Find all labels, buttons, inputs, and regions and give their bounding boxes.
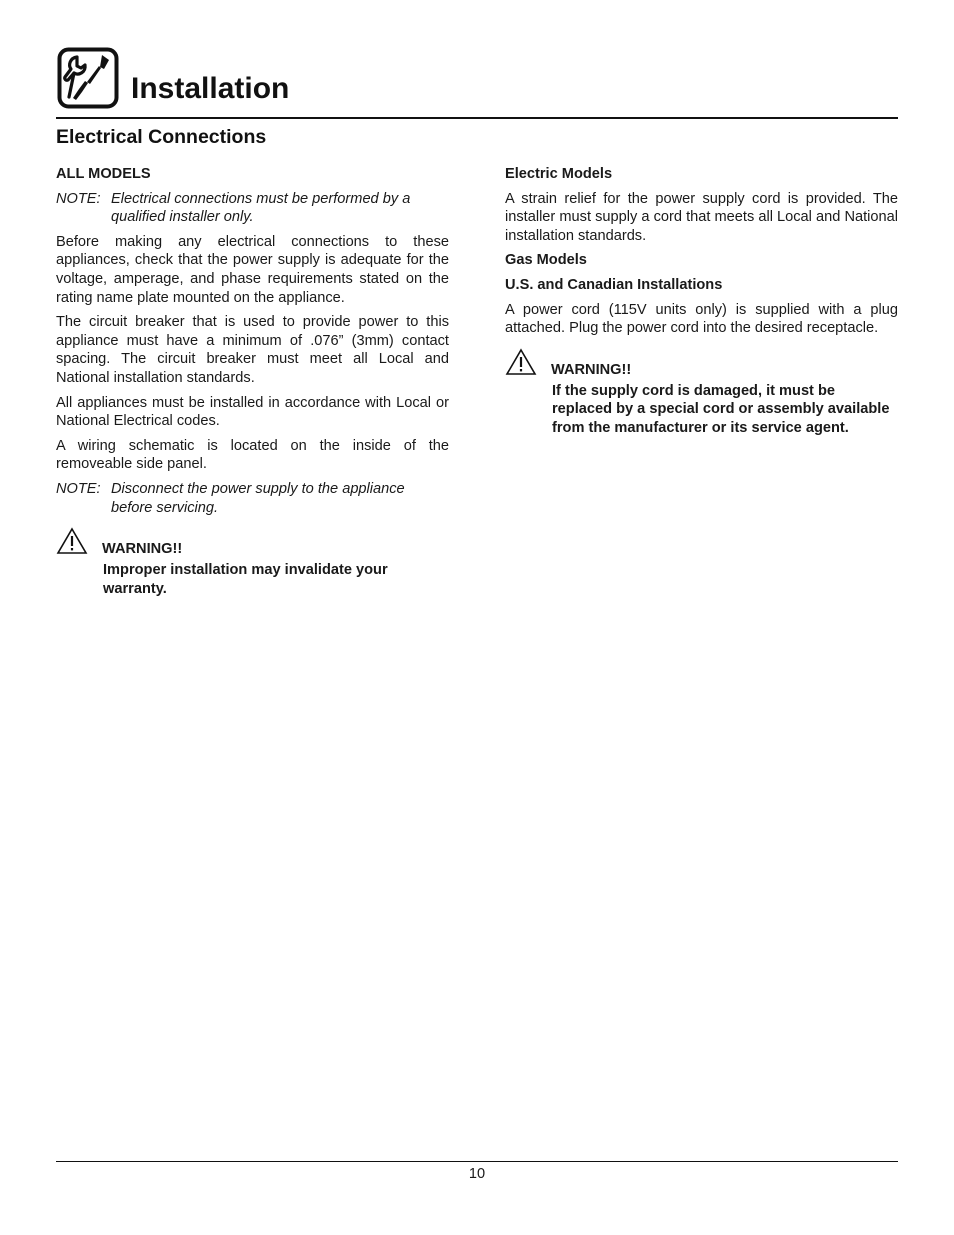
warning-label: WARNING!!: [551, 361, 632, 378]
title-divider: [56, 117, 898, 119]
note-disconnect-power: [56, 480, 449, 517]
footer-divider: [56, 1161, 898, 1162]
paragraph-circuit-breaker: The circuit breaker that is used to provide power to this appliance must have a minimum of .076” (3mm) contact spacing. The circuit breaker must meet all Local and National installation standards.: [56, 314, 449, 386]
section-title: Electrical Connections: [56, 126, 267, 148]
subhead-electric-models: Electric Models: [505, 166, 613, 182]
note-text: Disconnect the power supply to the appliance before servicing.: [111, 480, 405, 516]
paragraph-wiring-schematic: A wiring schematic is located on the inside of the removeable side panel.: [56, 437, 449, 473]
warning-triangle-icon: [56, 527, 88, 555]
note-label: NOTE:: [56, 190, 101, 207]
note-qualified-installer: [56, 190, 449, 227]
warning-text: If the supply cord is damaged, it must be replaced by a special cord or assembly available from the manufacturer or its service agent.: [552, 382, 890, 436]
warning-heading: [56, 527, 449, 558]
paragraph-power-cord: A power cord (115V units only) is supplied with a plug attached. Plug the power cord into the desired receptacle.: [505, 301, 898, 337]
subhead-gas-models: Gas Models: [505, 252, 587, 269]
subhead-all-models: ALL MODELS: [56, 166, 151, 182]
warning-triangle-icon: [505, 348, 537, 376]
warning-heading: [505, 348, 898, 376]
paragraph-power-supply: Before making any electrical connections to these appliances, check that the power supply is adequate for the voltage, amperage, and phase requirements stated on the rating name plate mounted on the appliance.: [56, 233, 449, 306]
note-label: NOTE:: [56, 480, 101, 497]
page-number: 10: [468, 1166, 486, 1182]
paragraph-electrical-codes: All appliances must be installed in accordance with Local or National Electrical codes.: [56, 394, 449, 430]
wrench-screwdriver-icon: [57, 47, 119, 109]
right-column: [505, 165, 898, 444]
left-column: [56, 165, 449, 604]
warning-text: Improper installation may invalidate your warranty.: [103, 562, 388, 597]
warning-label: WARNING!!: [102, 541, 183, 558]
page-title: Installation: [131, 72, 290, 105]
paragraph-strain-relief: A strain relief for the power supply cord is provided. The installer must supply a cord that meets all Local and National installation standards.: [505, 190, 898, 244]
subhead-us-canadian: U.S. and Canadian Installations: [505, 276, 723, 293]
note-text: Electrical connections must be performed by a qualified installer only.: [111, 190, 411, 226]
